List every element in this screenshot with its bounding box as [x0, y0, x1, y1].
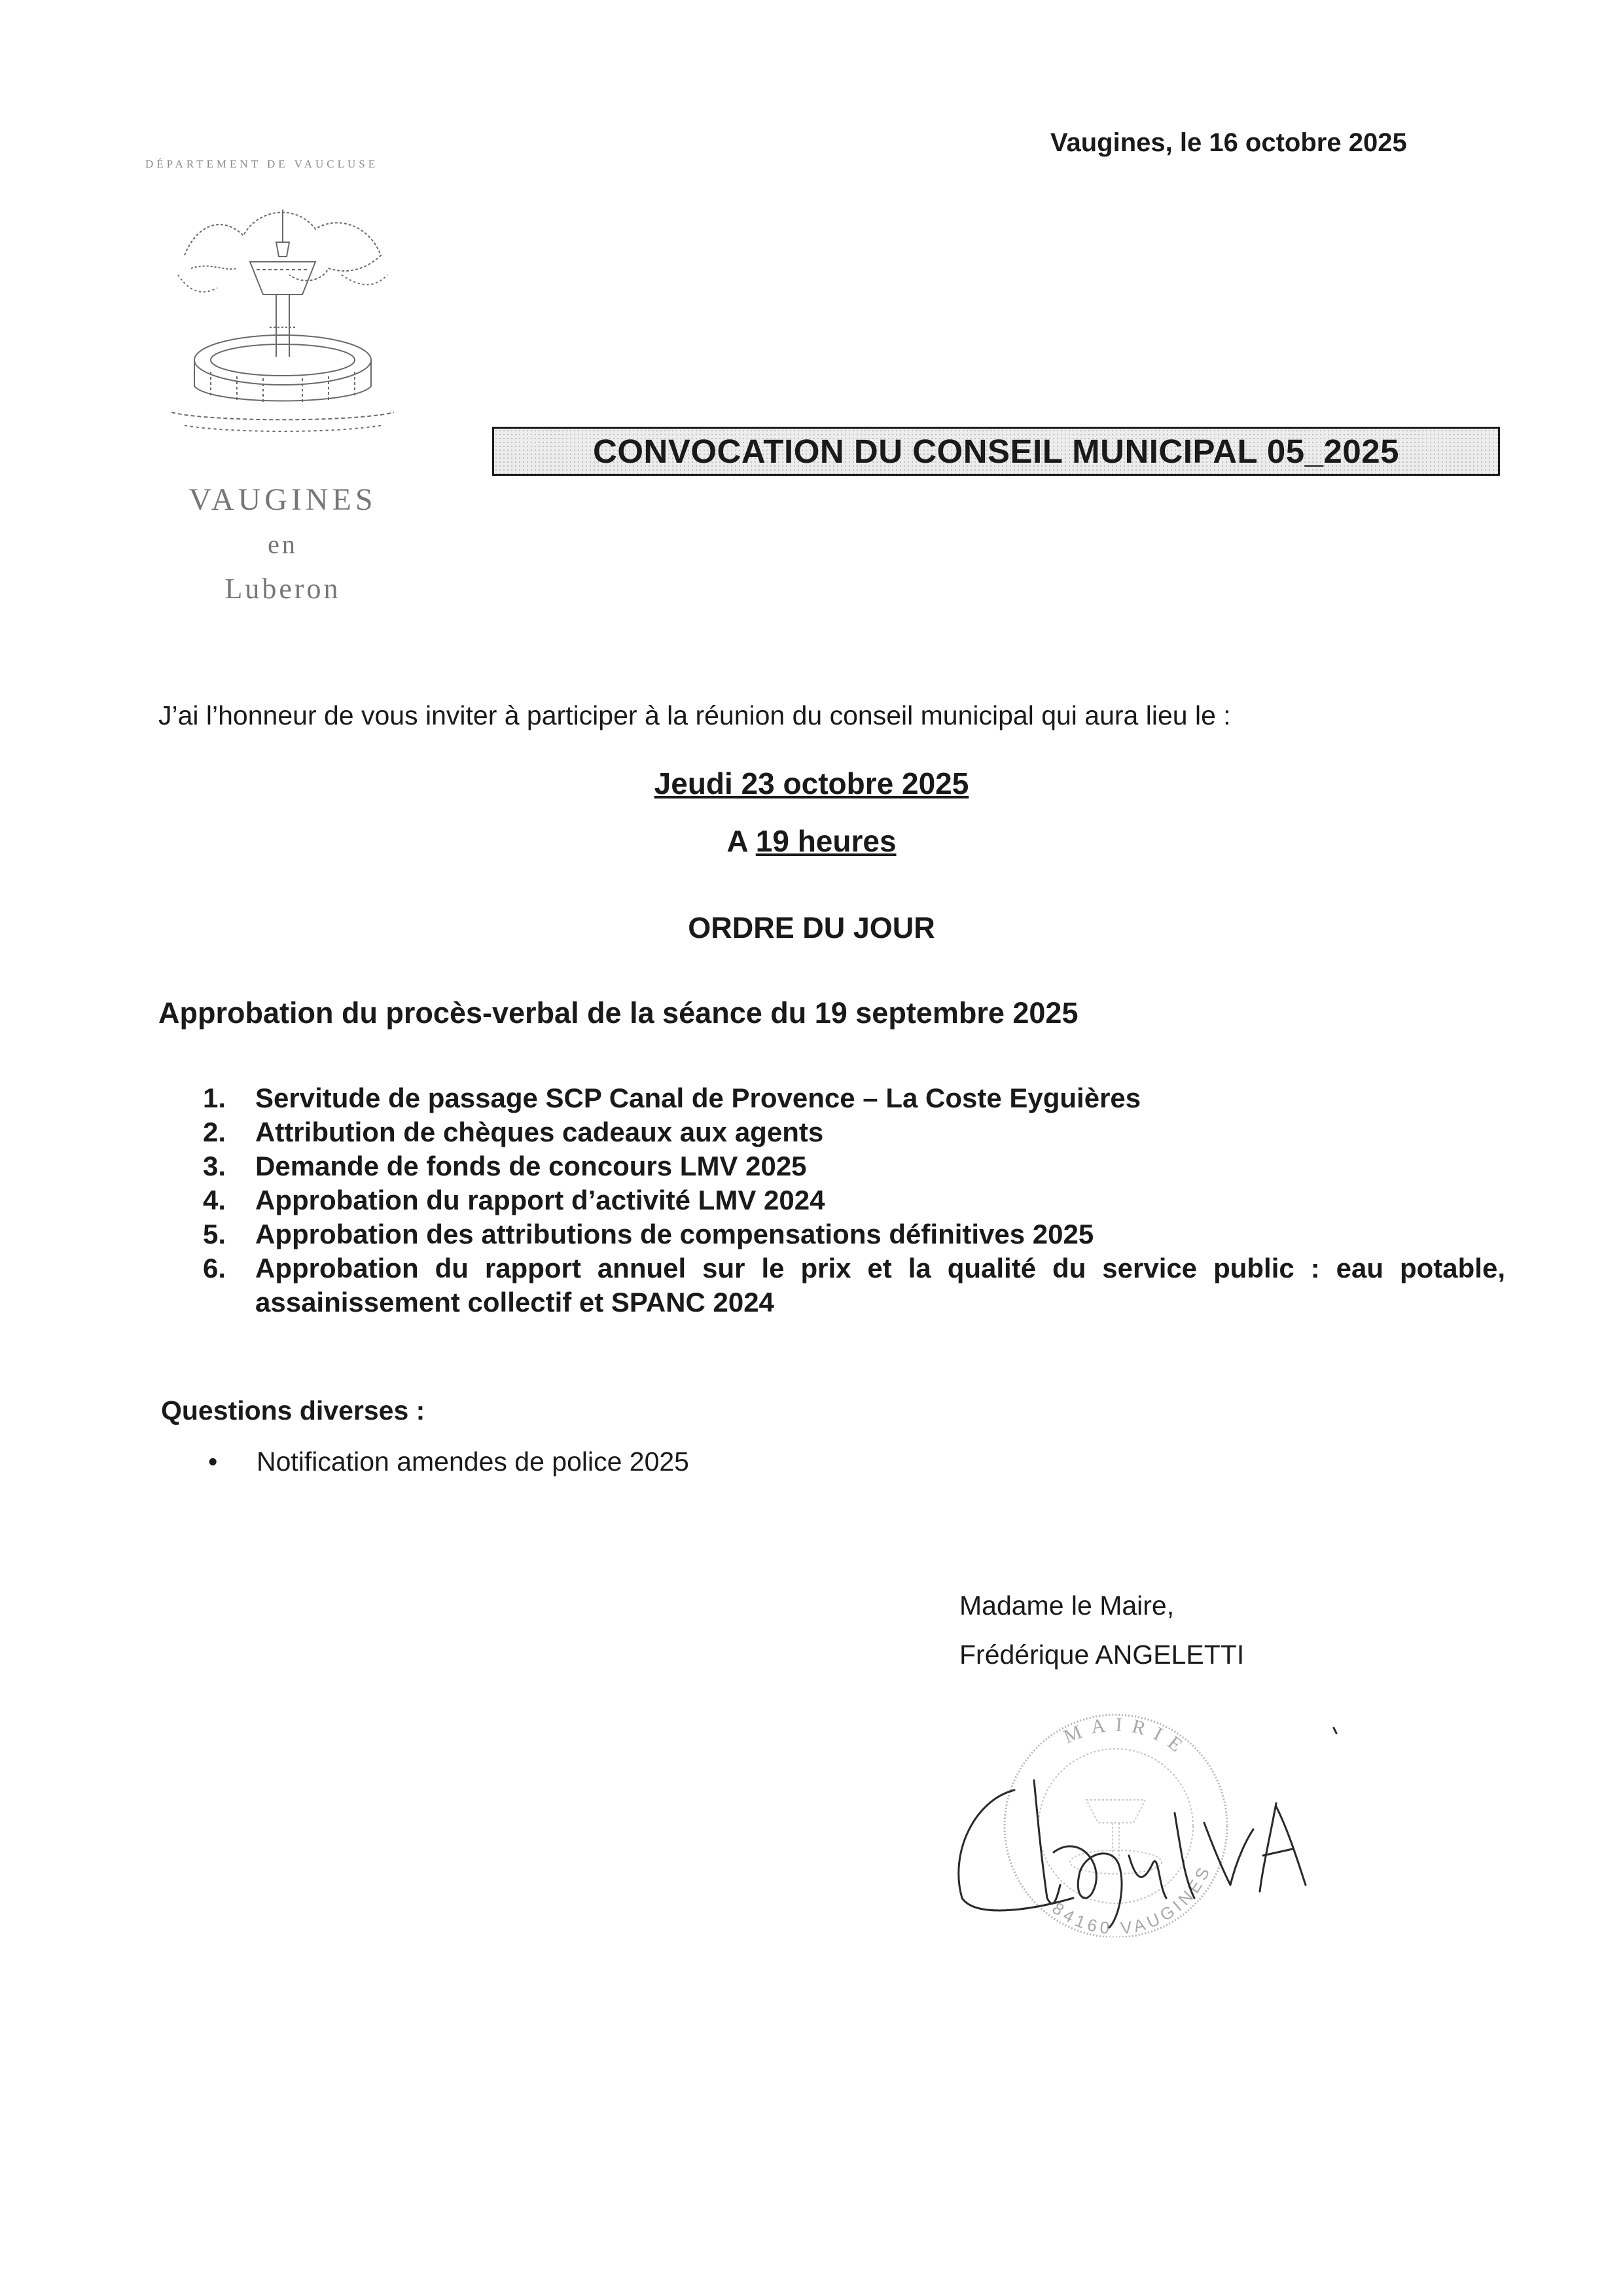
seal-text-top: MAIRIE	[1060, 1713, 1194, 1762]
meeting-time	[0, 823, 1623, 859]
agenda-item	[203, 1251, 1505, 1319]
logo-name-line-3: Luberon	[224, 573, 341, 605]
signatory-title: Madame le Maire,	[959, 1590, 1175, 1621]
agenda-item-number: 3.	[203, 1151, 226, 1181]
agenda-item	[203, 1217, 1505, 1251]
agenda-item-text: Approbation des attributions de compensations définitives 2025	[255, 1219, 1094, 1249]
agenda-item	[203, 1149, 1505, 1183]
list-item	[208, 1446, 689, 1477]
agenda-item-number: 1.	[203, 1083, 226, 1113]
agenda-title: ORDRE DU JOUR	[688, 911, 935, 944]
seal-text-bottom: 84160 VAUGINES	[1048, 1861, 1215, 1937]
agenda-item-number: 2.	[203, 1117, 226, 1147]
question-text: Notification amendes de police 2025	[257, 1446, 689, 1477]
agenda-item-number: 5.	[203, 1219, 226, 1249]
bullet-icon: •	[208, 1446, 218, 1477]
agenda-item-text: Approbation du rapport d’activité LMV 2024	[255, 1185, 825, 1215]
handwritten-signature	[959, 1728, 1336, 1928]
document-title-box	[492, 427, 1500, 476]
logo-name-line-2: en	[268, 529, 298, 559]
questions-title: Questions diverses :	[161, 1395, 425, 1426]
meeting-time-value: 19 heures	[755, 824, 897, 858]
fountain-logo-illustration	[171, 196, 394, 445]
minutes-approval: Approbation du procès-verbal de la séance du 19 septembre 2025	[158, 996, 1079, 1030]
seal-and-signature	[923, 1702, 1381, 1937]
meeting-date: Jeudi 23 octobre 2025	[654, 766, 969, 800]
agenda-item-text: Servitude de passage SCP Canal de Provence – La Coste Eyguières	[255, 1083, 1141, 1113]
meeting-time-prefix: A	[726, 824, 756, 858]
agenda-item	[203, 1183, 1505, 1217]
agenda-item-text: Demande de fonds de concours LMV 2025	[255, 1151, 807, 1181]
department-line: DÉPARTEMENT DE VAUCLUSE	[145, 158, 379, 170]
signatory-name: Frédérique ANGELETTI	[959, 1640, 1245, 1670]
document-title: CONVOCATION DU CONSEIL MUNICIPAL 05_2025	[593, 433, 1399, 470]
agenda-item-number: 4.	[203, 1185, 226, 1215]
place-date: Vaugines, le 16 octobre 2025	[1050, 128, 1407, 157]
questions-list	[208, 1446, 689, 1477]
agenda-item-text: Approbation du rapport annuel sur le prix et la qualité du service public : eau potable, assainissement collectif et SPANC 2024	[255, 1253, 1505, 1318]
municipality-name	[145, 478, 420, 611]
logo-name-line-1: VAUGINES	[188, 482, 377, 517]
intro-paragraph: J’ai l’honneur de vous inviter à participer à la réunion du conseil municipal qui aura lieu le :	[158, 700, 1231, 730]
agenda-item-number: 6.	[203, 1253, 226, 1283]
agenda-list	[203, 1081, 1505, 1319]
agenda-item	[203, 1081, 1505, 1115]
agenda-item-text: Attribution de chèques cadeaux aux agents	[255, 1117, 824, 1147]
agenda-item	[203, 1115, 1505, 1149]
